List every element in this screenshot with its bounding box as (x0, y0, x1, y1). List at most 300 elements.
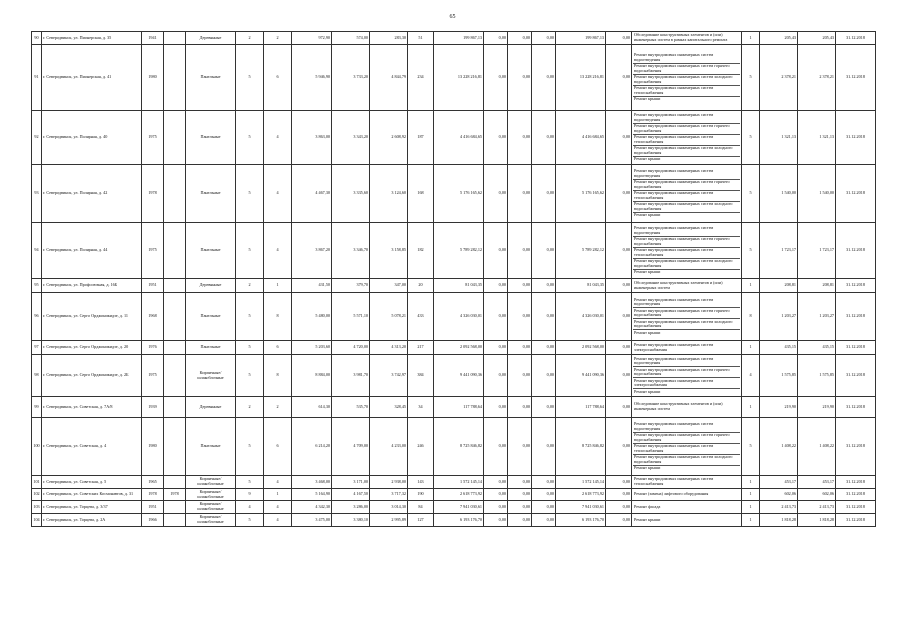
work-item: Ремонт внутридомовых инженерных систем теплоснабжения (634, 476, 714, 486)
cell-max-cost: 1 321,13 (798, 111, 836, 165)
cell-cost-federal: 0,00 (484, 293, 508, 341)
works-list (633, 53, 740, 102)
cell-cost-other: 0,00 (606, 32, 632, 45)
work-item: Ремонт внутридомовых инженерных систем горячего водоснабжения (633, 367, 740, 378)
cell-year-commissioned (164, 293, 186, 341)
cell-work-count: 1 (742, 489, 760, 501)
cell-cost-federal: 0,00 (484, 223, 508, 279)
cell-cost-regional: 0,00 (508, 418, 532, 476)
cell-residents: 84 (408, 501, 434, 514)
cell-area-premises: 328,45 (370, 397, 408, 418)
cell-residents: 127 (408, 514, 434, 527)
cell-cost-other: 0,00 (606, 355, 632, 397)
table-row (32, 514, 876, 527)
cell-year-commissioned (164, 341, 186, 355)
cell-area-total: 4 467,30 (292, 165, 332, 223)
cell-year-commissioned (164, 165, 186, 223)
cell-cost-local: 0,00 (532, 355, 556, 397)
cell-area-premises: 2 995,89 (370, 514, 408, 527)
work-item: Ремонт внутридомовых инженерных систем холодного водоснабжения (633, 146, 740, 157)
cell-cost-regional: 0,00 (508, 223, 532, 279)
cell-cost-local: 0,00 (532, 476, 556, 489)
cell-cost-total: 7 941 030,61 (434, 501, 484, 514)
cell-max-cost: 2 378,21 (798, 45, 836, 111)
cell-work-count: 1 (742, 476, 760, 489)
cell-entrances: 4 (264, 476, 292, 489)
works-list (633, 342, 740, 352)
cell-address: г. Северодвинск, ул. Советская, д. 4 (42, 418, 142, 476)
cell-row-number: 91 (32, 45, 42, 111)
cell-work-count: 5 (742, 223, 760, 279)
cell-cost-total: 8 725 846,82 (434, 418, 484, 476)
cell-specific-cost: 2 378,21 (760, 45, 798, 111)
cell-area-living: 574,00 (332, 32, 370, 45)
cell-year-commissioned (164, 32, 186, 45)
cell-cost-local: 0,00 (532, 341, 556, 355)
cell-cost-local: 0,00 (532, 165, 556, 223)
work-item: Ремонт внутридомовых инженерных систем водоотведения (633, 297, 740, 308)
cell-address: г. Северодвинск, ул. Серго Орджоникидзе, д. 11 (42, 293, 142, 341)
cell-cost-federal: 0,00 (484, 355, 508, 397)
cell-entrances: 8 (264, 293, 292, 341)
work-item: Ремонт внутридомовых инженерных систем горячего водоснабжения (633, 124, 740, 135)
work-item: Ремонт внутридомовых инженерных систем водоотведения (633, 356, 740, 367)
cell-row-number: 96 (32, 293, 42, 341)
cell-work-count: 8 (742, 293, 760, 341)
cell-area-living: 535,70 (332, 397, 370, 418)
table-row (32, 397, 876, 418)
cell-area-total: 3 867,20 (292, 223, 332, 279)
cell-year-built: 1976 (142, 341, 164, 355)
cell-address: г. Северодвинск, ул. Серго Орджоникидзе, д. 2Б (42, 355, 142, 397)
cell-cost-regional: 0,00 (508, 293, 532, 341)
cell-area-living: 4 720,00 (332, 341, 370, 355)
cell-row-number: 100 (32, 418, 42, 476)
cell-works (632, 165, 742, 223)
cell-cost-total: 1 572 145,14 (434, 476, 484, 489)
cell-row-number: 98 (32, 355, 42, 397)
cell-cost-regional: 0,00 (508, 341, 532, 355)
cell-area-living: 3 346,70 (332, 223, 370, 279)
cell-wall-material: Панельные (186, 341, 236, 355)
cell-work-count: 1 (742, 501, 760, 514)
cell-cost-local: 0,00 (532, 45, 556, 111)
cell-works (632, 397, 742, 418)
cell-area-total: 5 480,00 (292, 293, 332, 341)
cell-year-built: 1941 (142, 32, 164, 45)
cell-specific-cost: 453,17 (760, 476, 798, 489)
cell-cost-total: 4 416 684,65 (434, 111, 484, 165)
cell-entrances: 6 (264, 418, 292, 476)
cell-work-count: 5 (742, 45, 760, 111)
cell-works (632, 45, 742, 111)
cell-cost-federal: 0,00 (484, 165, 508, 223)
cell-area-total: 4 342,30 (292, 501, 332, 514)
cell-area-premises: 283,30 (370, 32, 408, 45)
cell-cost-federal: 0,00 (484, 476, 508, 489)
cell-cost-other: 0,00 (606, 418, 632, 476)
cell-area-premises: 3 014,30 (370, 501, 408, 514)
cell-cost-other: 0,00 (606, 45, 632, 111)
cell-work-count: 5 (742, 165, 760, 223)
cell-row-number: 97 (32, 341, 42, 355)
cell-year-built: 1968 (142, 293, 164, 341)
cell-deadline: 31.12.2018 (836, 501, 876, 514)
work-item: Ремонт крыши (634, 465, 661, 471)
cell-year-built: 1965 (142, 476, 164, 489)
work-item: Ремонт внутридомовых инженерных систем водоотведения (633, 113, 740, 124)
cell-work-count: 1 (742, 32, 760, 45)
work-item: Ремонт внутридомовых инженерных систем холодного водоснабжения (633, 202, 740, 213)
cell-cost-total: 2 618 773,92 (434, 489, 484, 501)
cell-cost-owners: 2 092 568,00 (556, 341, 606, 355)
cell-max-cost: 453,17 (798, 476, 836, 489)
cell-deadline: 31.12.2018 (836, 418, 876, 476)
cell-cost-total: 117 788,64 (434, 397, 484, 418)
cell-address: г. Северодвинск, ул. Пионерская, д. 41 (42, 45, 142, 111)
work-item: Обследование конструктивных элементов и (или) инженерных систем (634, 279, 723, 290)
cell-cost-federal: 0,00 (484, 514, 508, 527)
cell-year-built: 1966 (142, 514, 164, 527)
works-list (633, 280, 740, 290)
work-item: Ремонт крыши (634, 96, 661, 102)
cell-works (632, 514, 742, 527)
cell-floors: 9 (236, 489, 264, 501)
cell-area-premises: 2 938,00 (370, 476, 408, 489)
cell-area-total: 5 164,90 (292, 489, 332, 501)
table-row (32, 223, 876, 279)
works-list (633, 113, 740, 162)
cell-cost-owners: 13 228 216,81 (556, 45, 606, 111)
works-list (633, 504, 740, 509)
table-row (32, 293, 876, 341)
cell-wall-material: Деревянные (186, 32, 236, 45)
cell-cost-federal: 0,00 (484, 418, 508, 476)
cell-cost-federal: 0,00 (484, 279, 508, 293)
cell-cost-total: 9 441 090,36 (434, 355, 484, 397)
cell-floors: 5 (236, 341, 264, 355)
cell-residents: 246 (408, 418, 434, 476)
cell-wall-material: Панельные (186, 165, 236, 223)
cell-cost-total: 2 092 568,00 (434, 341, 484, 355)
cell-deadline: 31.12.2018 (836, 223, 876, 279)
cell-floors: 5 (236, 111, 264, 165)
cell-address: г. Северодвинск, ул. Торцева, д. 2А (42, 514, 142, 527)
cell-specific-cost: 205,43 (760, 32, 798, 45)
cell-cost-total: 5 176 165,62 (434, 165, 484, 223)
cell-area-living: 4 167,50 (332, 489, 370, 501)
cell-residents: 384 (408, 355, 434, 397)
cell-cost-local: 0,00 (532, 489, 556, 501)
work-item: Ремонт (замена) лифтового оборудования (634, 491, 709, 497)
cell-address: г. Северодвинск, ул. Полярная, д. 42 (42, 165, 142, 223)
cell-entrances: 4 (264, 514, 292, 527)
cell-year-built: 1975 (142, 355, 164, 397)
cell-row-number: 92 (32, 111, 42, 165)
cell-works (632, 32, 742, 45)
works-list (633, 226, 740, 275)
cell-floors: 2 (236, 397, 264, 418)
cell-deadline: 31.12.2018 (836, 165, 876, 223)
cell-cost-total: 4 326 030,01 (434, 293, 484, 341)
works-list (633, 356, 740, 394)
cell-works (632, 111, 742, 165)
cell-cost-regional: 0,00 (508, 45, 532, 111)
cell-area-total: 5 946,90 (292, 45, 332, 111)
cell-cost-regional: 0,00 (508, 476, 532, 489)
cell-entrances: 1 (264, 489, 292, 501)
cell-max-cost: 1 408,22 (798, 418, 836, 476)
cell-deadline: 31.12.2018 (836, 111, 876, 165)
cell-area-total: 3 475,00 (292, 514, 332, 527)
table-row (32, 418, 876, 476)
cell-area-total: 8 884,00 (292, 355, 332, 397)
cell-area-living: 3 343,20 (332, 111, 370, 165)
work-item: Ремонт внутридомовых инженерных систем водоотведения (633, 169, 740, 180)
cell-cost-owners: 5 176 165,62 (556, 165, 606, 223)
cell-area-premises: 3 124,60 (370, 165, 408, 223)
cell-area-premises: 347,00 (370, 279, 408, 293)
work-item: Обследование конструктивных элементов и (или) инженерных систем (634, 401, 723, 411)
work-item: Ремонт внутридомовых инженерных систем водоотведения (633, 226, 740, 237)
table-row (32, 45, 876, 111)
cell-address: г. Северодвинск, ул. Пионерская, д. 35 (42, 32, 142, 45)
works-list (633, 492, 740, 497)
works-list (633, 297, 740, 335)
cell-wall-material: Кирпичные/ шлакоблочные (186, 489, 236, 501)
cell-deadline: 31.12.2018 (836, 293, 876, 341)
cell-max-cost: 1 723,17 (798, 223, 836, 279)
cell-area-premises: 3 158,85 (370, 223, 408, 279)
cell-address: г. Северодвинск, ул. Советских Космонавтов, д. 31 (42, 489, 142, 501)
cell-address: г. Северодвинск, ул. Советская, д. 5 (42, 476, 142, 489)
cell-deadline: 31.12.2018 (836, 279, 876, 293)
cell-row-number: 95 (32, 279, 42, 293)
cell-residents: 168 (408, 165, 434, 223)
cell-area-total: 6 214,20 (292, 418, 332, 476)
cell-floors: 5 (236, 355, 264, 397)
cell-year-commissioned (164, 476, 186, 489)
cell-address: г. Северодвинск, ул. Торцева, д. 3/37 (42, 501, 142, 514)
cell-wall-material: Панельные (186, 293, 236, 341)
work-item: Ремонт внутридомовых инженерных систем горячего водоснабжения (633, 64, 740, 75)
cell-cost-local: 0,00 (532, 501, 556, 514)
cell-residents: 234 (408, 45, 434, 111)
work-item: Ремонт крыши (634, 516, 661, 522)
table-row (32, 111, 876, 165)
cell-area-premises: 4 844,79 (370, 45, 408, 111)
cell-row-number: 94 (32, 223, 42, 279)
cell-wall-material: Деревянные (186, 397, 236, 418)
cell-area-living: 4 709,00 (332, 418, 370, 476)
cell-entrances: 6 (264, 45, 292, 111)
cell-max-cost: 208,81 (798, 279, 836, 293)
cell-year-built: 1975 (142, 111, 164, 165)
cell-area-total: 3 468,00 (292, 476, 332, 489)
cell-specific-cost: 1 408,22 (760, 418, 798, 476)
cell-cost-other: 0,00 (606, 111, 632, 165)
cell-area-total: 431,50 (292, 279, 332, 293)
cell-floors: 2 (236, 279, 264, 293)
cell-work-count: 1 (742, 397, 760, 418)
cell-cost-federal: 0,00 (484, 501, 508, 514)
cell-cost-owners: 4 326 030,01 (556, 293, 606, 341)
cell-residents: 433 (408, 293, 434, 341)
cell-works (632, 341, 742, 355)
cell-entrances: 2 (264, 397, 292, 418)
work-item: Ремонт крыши (634, 156, 661, 162)
cell-residents: 217 (408, 341, 434, 355)
cell-cost-regional: 0,00 (508, 355, 532, 397)
cell-year-commissioned (164, 514, 186, 527)
table-row (32, 501, 876, 514)
work-item: Ремонт крыши (634, 329, 661, 335)
cell-works (632, 476, 742, 489)
works-list (633, 169, 740, 218)
cell-specific-cost: 1 575,85 (760, 355, 798, 397)
cell-year-commissioned (164, 501, 186, 514)
table-body (32, 32, 876, 527)
cell-specific-cost: 435,15 (760, 341, 798, 355)
cell-cost-local: 0,00 (532, 397, 556, 418)
cell-works (632, 501, 742, 514)
work-item: Ремонт внутридомовых инженерных систем электроснабжения (633, 378, 740, 389)
cell-entrances: 2 (264, 32, 292, 45)
cell-cost-regional: 0,00 (508, 501, 532, 514)
cell-area-total: 3 863,00 (292, 111, 332, 165)
cell-cost-owners: 5 789 282,12 (556, 223, 606, 279)
cell-cost-other: 0,00 (606, 165, 632, 223)
cell-max-cost: 1 540,00 (798, 165, 836, 223)
cell-cost-local: 0,00 (532, 32, 556, 45)
cell-floors: 5 (236, 514, 264, 527)
cell-year-built: 1978 (142, 489, 164, 501)
cell-year-commissioned (164, 223, 186, 279)
cell-floors: 5 (236, 165, 264, 223)
cell-cost-owners: 9 441 090,36 (556, 355, 606, 397)
cell-cost-other: 0,00 (606, 397, 632, 418)
cell-deadline: 31.12.2018 (836, 476, 876, 489)
cell-cost-regional: 0,00 (508, 32, 532, 45)
cell-area-total: 972,90 (292, 32, 332, 45)
work-item: Ремонт внутридомовых инженерных систем теплоснабжения (633, 248, 740, 259)
cell-cost-other: 0,00 (606, 293, 632, 341)
work-item: Ремонт крыши (634, 212, 661, 218)
cell-wall-material: Кирпичные/ шлакоблочные (186, 476, 236, 489)
cell-cost-local: 0,00 (532, 293, 556, 341)
cell-cost-other: 0,00 (606, 476, 632, 489)
cell-cost-owners: 4 416 684,65 (556, 111, 606, 165)
cell-wall-material: Деревянные (186, 279, 236, 293)
cell-area-living: 3 733,20 (332, 45, 370, 111)
work-item: Ремонт внутридомовых инженерных систем горячего водоснабжения (633, 308, 740, 319)
work-item: Ремонт внутридомовых инженерных систем холодного водоснабжения (633, 259, 740, 270)
cell-work-count: 4 (742, 355, 760, 397)
cell-works (632, 223, 742, 279)
cell-floors: 2 (236, 32, 264, 45)
cell-work-count: 1 (742, 514, 760, 527)
cell-cost-local: 0,00 (532, 514, 556, 527)
cell-area-premises: 3 717,32 (370, 489, 408, 501)
cell-row-number: 90 (32, 32, 42, 45)
cell-cost-total: 13 228 216,81 (434, 45, 484, 111)
cell-max-cost: 1 203,27 (798, 293, 836, 341)
table-row (32, 476, 876, 489)
cell-wall-material: Кирпичные/ шлакоблочные (186, 514, 236, 527)
cell-max-cost: 435,15 (798, 341, 836, 355)
cell-cost-federal: 0,00 (484, 489, 508, 501)
cell-cost-owners: 199 867,13 (556, 32, 606, 45)
cell-cost-total: 6 193 176,70 (434, 514, 484, 527)
cell-cost-other: 0,00 (606, 501, 632, 514)
cell-works (632, 355, 742, 397)
cell-row-number: 102 (32, 489, 42, 501)
works-list (633, 422, 740, 471)
cell-residents: 190 (408, 489, 434, 501)
cell-cost-federal: 0,00 (484, 111, 508, 165)
cell-address: г. Северодвинск, ул. Профсоюзная, д. 16Б (42, 279, 142, 293)
work-item: Ремонт крыши (634, 388, 661, 394)
cell-specific-cost: 2 413,73 (760, 501, 798, 514)
cell-work-count: 5 (742, 111, 760, 165)
cell-wall-material: Панельные (186, 111, 236, 165)
cell-area-living: 379,70 (332, 279, 370, 293)
cell-specific-cost: 208,81 (760, 279, 798, 293)
cell-cost-local: 0,00 (532, 279, 556, 293)
cell-works (632, 293, 742, 341)
cell-cost-regional: 0,00 (508, 489, 532, 501)
cell-area-living: 3 380,10 (332, 514, 370, 527)
cell-cost-owners: 6 193 176,70 (556, 514, 606, 527)
cell-cost-owners: 81 043,35 (556, 279, 606, 293)
cell-specific-cost: 1 818,28 (760, 514, 798, 527)
cell-row-number: 101 (32, 476, 42, 489)
table-row (32, 279, 876, 293)
cell-specific-cost: 219,90 (760, 397, 798, 418)
cell-area-living: 5 571,10 (332, 293, 370, 341)
table-row (32, 341, 876, 355)
cell-year-commissioned (164, 397, 186, 418)
cell-address: г. Северодвинск, ул. Полярная, д. 40 (42, 111, 142, 165)
cell-address: г. Северодвинск, ул. Советская, д. 7А/8 (42, 397, 142, 418)
cell-entrances: 1 (264, 279, 292, 293)
cell-cost-other: 0,00 (606, 489, 632, 501)
cell-max-cost: 205,43 (798, 32, 836, 45)
cell-cost-total: 5 789 282,12 (434, 223, 484, 279)
cell-cost-other: 0,00 (606, 341, 632, 355)
cell-residents: 34 (408, 397, 434, 418)
cell-area-living: 3 171,00 (332, 476, 370, 489)
cell-residents: 143 (408, 476, 434, 489)
table-row (32, 489, 876, 501)
works-list (633, 402, 740, 412)
cell-deadline: 31.12.2018 (836, 45, 876, 111)
cell-area-total: 5 203,60 (292, 341, 332, 355)
cell-cost-local: 0,00 (532, 111, 556, 165)
cell-cost-other: 0,00 (606, 514, 632, 527)
cell-entrances: 4 (264, 165, 292, 223)
cell-floors: 4 (236, 501, 264, 514)
cell-deadline: 31.12.2018 (836, 32, 876, 45)
cell-area-premises: 5 078,21 (370, 293, 408, 341)
cell-year-commissioned (164, 418, 186, 476)
cell-area-total: 614,30 (292, 397, 332, 418)
work-item: Ремонт внутридомовых инженерных систем холодного водоснабжения (633, 455, 740, 466)
works-list (633, 33, 740, 43)
cell-work-count: 1 (742, 279, 760, 293)
cell-cost-other: 0,00 (606, 279, 632, 293)
cell-cost-regional: 0,00 (508, 279, 532, 293)
